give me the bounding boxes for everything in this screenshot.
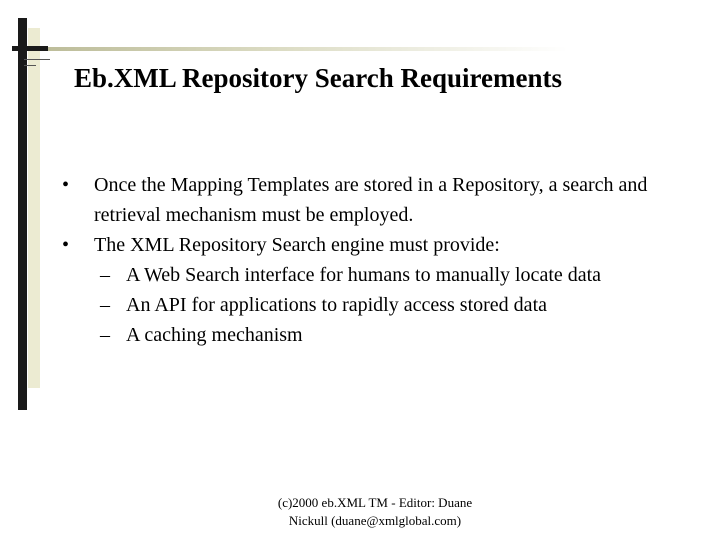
decorative-horizontal-black-bar xyxy=(12,46,48,51)
sub-bullet-marker: – xyxy=(100,324,110,346)
bullet-text: The XML Repository Search engine must provide: xyxy=(94,234,500,256)
bullet-list xyxy=(62,170,702,350)
decorative-tick-line xyxy=(24,65,36,66)
bullet-marker: • xyxy=(62,174,70,196)
slide-footer xyxy=(210,494,540,530)
sub-bullet-text: An API for applications to rapidly access stored data xyxy=(126,294,547,316)
sub-bullet-item xyxy=(62,260,702,290)
decorative-horizontal-gradient-bar xyxy=(48,47,568,51)
footer-line: (c)2000 eb.XML TM - Editor: Duane xyxy=(277,495,473,510)
bullet-item xyxy=(62,230,702,260)
sub-bullet-item xyxy=(62,320,702,350)
sub-bullet-marker: – xyxy=(100,264,110,286)
sub-bullet-marker: – xyxy=(100,294,110,316)
slide-title: Eb.XML Repository Search Requirements xyxy=(74,63,562,93)
bullet-marker: • xyxy=(62,234,70,256)
sub-bullet-text: A Web Search interface for humans to manually locate data xyxy=(126,264,602,286)
bullet-text: Once the Mapping Templates are stored in a Repository, a search and retrieval mechanism must be employed. xyxy=(94,174,648,226)
decorative-tick-line xyxy=(24,59,50,60)
bullet-item xyxy=(62,170,702,230)
decorative-vertical-olive-bar xyxy=(28,28,40,388)
decorative-vertical-black-bar xyxy=(18,18,27,410)
footer-line: Nickull (duane@xmlglobal.com) xyxy=(288,513,462,528)
sub-bullet-text: A caching mechanism xyxy=(126,324,303,346)
sub-bullet-item xyxy=(62,290,702,320)
